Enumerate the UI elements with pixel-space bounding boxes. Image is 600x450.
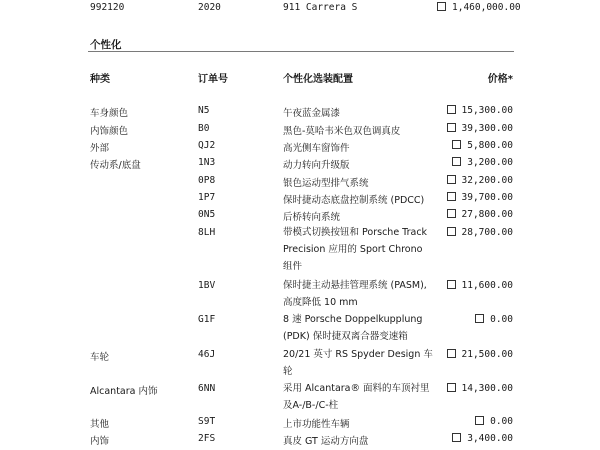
row-category: Alcantara 内饰 (90, 386, 158, 397)
row-code: 0P8 (198, 175, 216, 186)
row-code: B0 (198, 123, 210, 134)
row-code: 6NN (198, 383, 216, 394)
row-price-value: 3,200.00 (467, 157, 513, 168)
header-order-no: 订单号 (198, 74, 228, 85)
row-price (437, 416, 513, 427)
row-price (437, 433, 513, 444)
row-desc: 8 速 Porsche Doppelkupplung (PDK) 保时捷双离合器变速箱 (283, 314, 423, 342)
row-price (437, 349, 513, 360)
row-price (437, 157, 513, 168)
row-desc: 黑色-莫哈韦米色双色调真皮 (283, 126, 401, 137)
checkbox-icon[interactable] (447, 349, 456, 358)
header-config: 个性化选装配置 (283, 74, 353, 85)
row-price-value: 3,400.00 (467, 433, 513, 444)
row-price (437, 227, 513, 238)
row-price-value: 0.00 (490, 314, 513, 325)
row-desc: 银色运动型排气系统 (283, 178, 369, 189)
row-price (437, 175, 513, 186)
checkbox-icon[interactable] (452, 140, 461, 149)
car-price-value: 1,460,000.00 (452, 2, 521, 13)
header-price: 价格* (487, 74, 513, 85)
car-model-name: 911 Carrera S (283, 2, 358, 13)
row-price (437, 123, 513, 134)
row-category: 外部 (90, 143, 110, 154)
row-code: 0N5 (198, 209, 216, 220)
row-desc: 采用 Alcantara® 面料的车顶衬里及A-/B-/C-柱 (283, 383, 430, 411)
row-code: 1P7 (198, 192, 216, 203)
row-price-value: 39,300.00 (461, 123, 513, 134)
row-desc: 20/21 英寸 RS Spyder Design 车轮 (283, 349, 433, 377)
row-desc: 后桥转向系统 (283, 212, 341, 223)
row-desc: 高光侧车窗饰件 (283, 143, 350, 154)
row-price-value: 5,800.00 (467, 140, 513, 151)
row-desc: 带模式切换按钮和 Porsche Track Precision 应用的 Sport Chrono 组件 (283, 227, 428, 272)
row-category: 车轮 (90, 352, 110, 363)
row-desc: 上市功能性车辆 (283, 419, 350, 430)
checkbox-icon[interactable] (447, 209, 456, 218)
header-category: 种类 (90, 74, 110, 85)
section-divider (88, 51, 514, 52)
checkbox-icon[interactable] (452, 157, 461, 166)
row-price (437, 192, 513, 203)
row-price-value: 0.00 (490, 416, 513, 427)
section-title: 个性化 (90, 39, 122, 51)
row-desc: 保时捷主动悬挂管理系统 (PASM), 高度降低 10 mm (283, 280, 427, 308)
checkbox-icon[interactable] (475, 416, 484, 425)
row-code: 1N3 (198, 157, 216, 168)
row-price-value: 32,200.00 (461, 175, 513, 186)
row-code: 2FS (198, 433, 216, 444)
row-category: 其他 (90, 419, 110, 430)
row-code: QJ2 (198, 140, 216, 151)
row-category: 车身颜色 (90, 108, 129, 119)
checkbox-icon[interactable] (447, 280, 456, 289)
car-price (437, 2, 521, 13)
checkbox-icon[interactable] (437, 2, 446, 11)
checkbox-icon[interactable] (447, 105, 456, 114)
row-code: 46J (198, 349, 216, 360)
row-category: 内饰颜色 (90, 126, 129, 137)
row-price (437, 140, 513, 151)
row-code: N5 (198, 105, 210, 116)
checkbox-icon[interactable] (447, 192, 456, 201)
row-price-value: 21,500.00 (461, 349, 513, 360)
checkbox-icon[interactable] (452, 433, 461, 442)
row-price-value: 39,700.00 (461, 192, 513, 203)
checkbox-icon[interactable] (447, 123, 456, 132)
row-desc: 保时捷动态底盘控制系统 (PDCC) (283, 195, 425, 206)
row-price-value: 14,300.00 (461, 383, 513, 394)
checkbox-icon[interactable] (447, 175, 456, 184)
car-year: 2020 (198, 2, 221, 13)
checkbox-icon[interactable] (447, 227, 456, 236)
row-desc: 动力转向升级版 (283, 160, 350, 171)
row-desc: 真皮 GT 运动方向盘 (283, 436, 369, 447)
row-price-value: 27,800.00 (461, 209, 513, 220)
row-price-value: 28,700.00 (461, 227, 513, 238)
checkbox-icon[interactable] (475, 314, 484, 323)
row-price-value: 11,600.00 (461, 280, 513, 291)
car-model-code: 992120 (90, 2, 125, 13)
row-category: 传动系/底盘 (90, 160, 141, 171)
row-category: 内饰 (90, 436, 110, 447)
row-code: 8LH (198, 227, 216, 238)
row-price (437, 209, 513, 220)
row-price (437, 314, 513, 325)
row-price (437, 280, 513, 291)
row-desc: 午夜蓝金属漆 (283, 108, 341, 119)
row-price (437, 105, 513, 116)
row-code: S9T (198, 416, 216, 427)
row-code: G1F (198, 314, 216, 325)
row-price-value: 15,300.00 (461, 105, 513, 116)
checkbox-icon[interactable] (447, 383, 456, 392)
row-code: 1BV (198, 280, 216, 291)
row-price (437, 383, 513, 394)
